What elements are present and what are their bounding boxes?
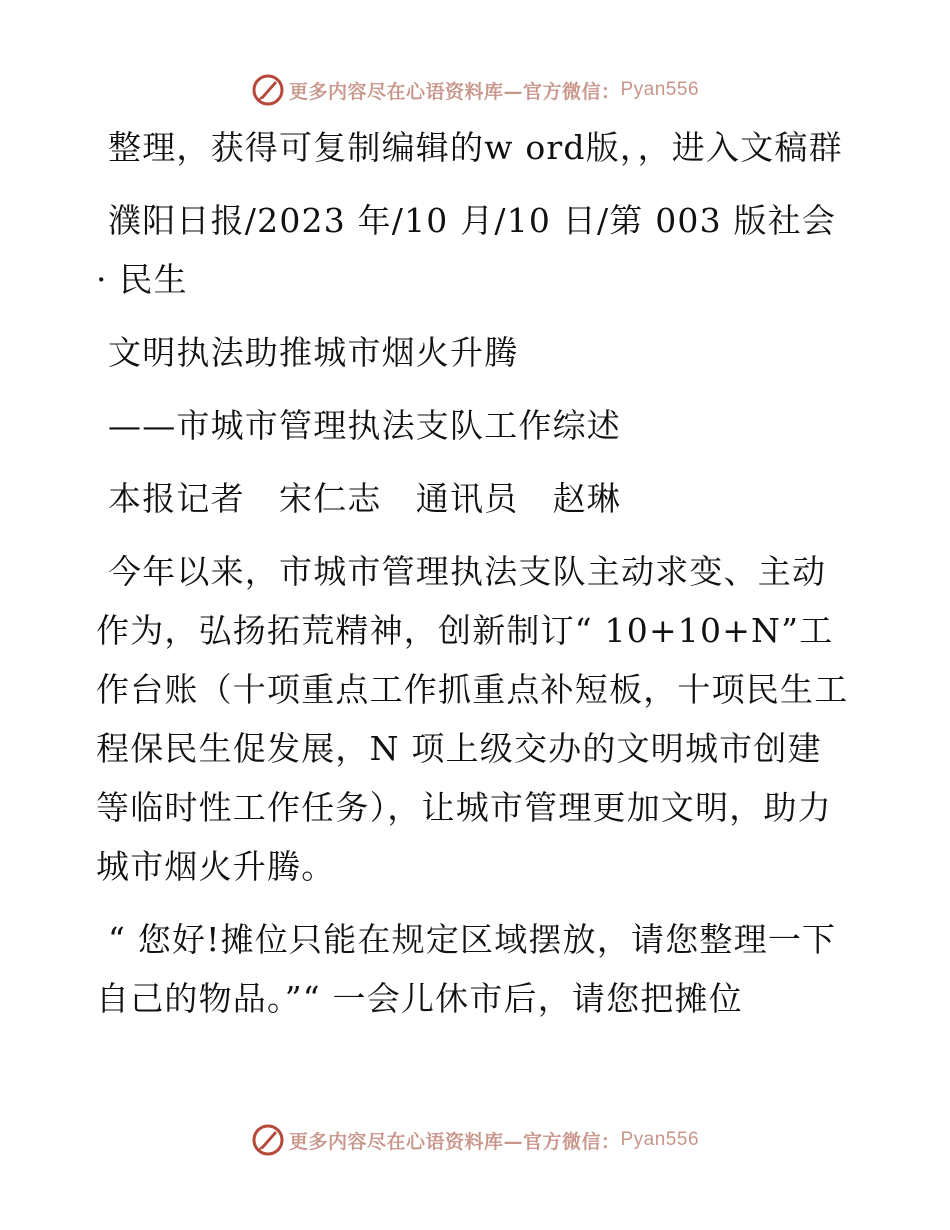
watermark-wechat-id: Pyan556 <box>620 1129 700 1150</box>
paragraph-1: 今年以来，市城市管理执法支队主动求变、主动作为，弘扬拓荒精神，创新制订“ 10+10+N”工作台账（十项重点工作抓重点补短板，十项民生工程保民生促发展，N 项上级交办的文明城市创建等临时性工作任务），让城市管理更加文明，助力城市烟火升腾。 <box>96 552 849 886</box>
intro-line: 整理，获得可复制编辑的w ord版，，进入文稿群 <box>108 128 843 167</box>
header-watermark <box>0 72 950 108</box>
byline: 本报记者 宋仁志 通讯员 赵琳 <box>108 479 621 518</box>
watermark-text: 更多内容尽在心语资料库—官方微信： <box>288 80 621 103</box>
quill-circle-logo-icon <box>251 1123 285 1157</box>
article-subtitle: ——市城市管理执法支队工作综述 <box>108 406 621 445</box>
paragraph-2: “ 您好!摊位只能在规定区域摆放，请您整理一下自己的物品。”“ 一会儿休市后，请您把摊位 <box>96 920 837 1018</box>
document-body <box>96 118 852 1042</box>
article-title: 文明执法助推城市烟火升腾 <box>108 333 519 372</box>
quill-circle-logo-icon <box>251 73 285 107</box>
source-line: 濮阳日报/2023 年/10 月/10 日/第 003 版社会 · 民生 <box>96 201 837 299</box>
watermark-text: 更多内容尽在心语资料库—官方微信： <box>288 1130 621 1153</box>
watermark-wechat-id: Pyan556 <box>620 79 700 100</box>
footer-watermark <box>0 1122 950 1158</box>
